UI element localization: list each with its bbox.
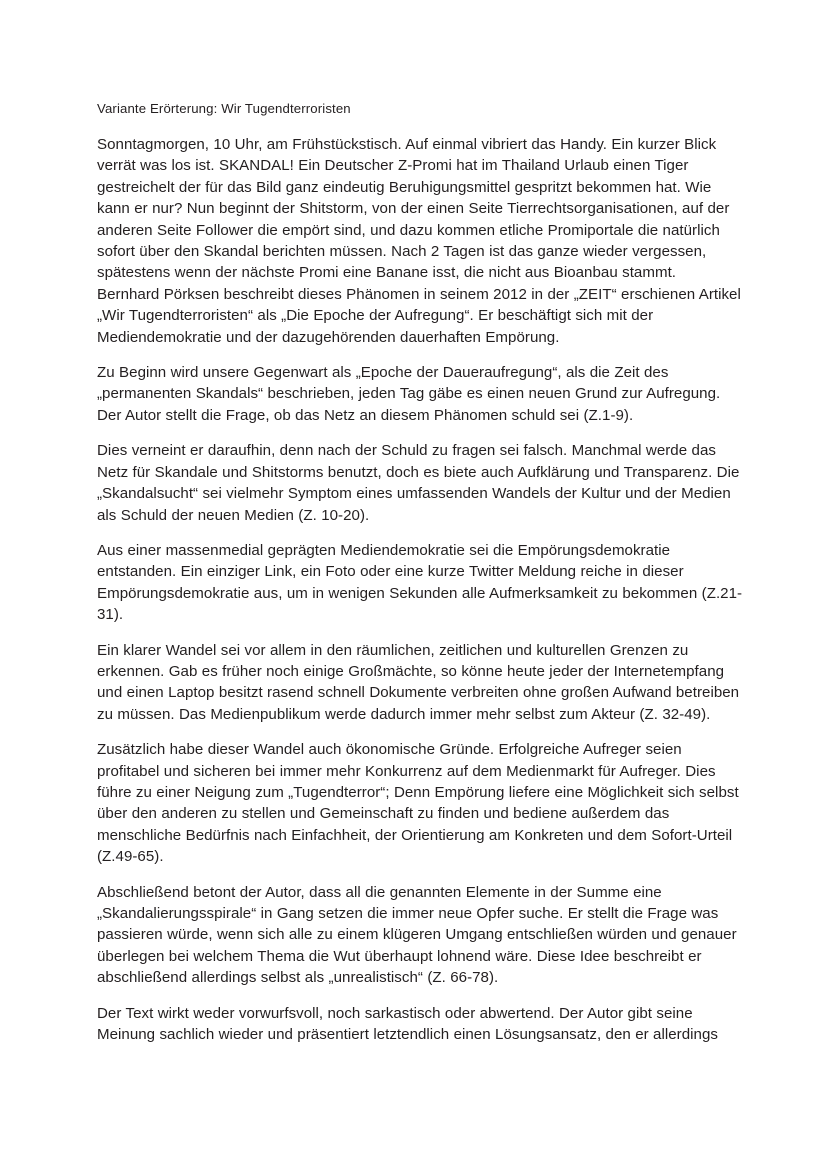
- paragraph-poerksen-article-reference: Bernhard Pörksen beschreibt dieses Phänomen in seinem 2012 in der „ZEIT“ erschienen Artikel „Wir Tugendterroristen“ als „Die Epoche der Aufregung“. Er beschäftigt sich mit der Mediendemokratie und der dazugehörenden dauerhaften Empörung.: [97, 285, 741, 346]
- paragraph-tone-analysis-cutoff: Der Text wirkt weder vorwurfsvoll, noch sarkastisch oder abwertend. Der Autor gibt seine Meinung sachlich wieder und präsentiert letztendlich einen Lösungsansatz, den er allerdings: [97, 1004, 718, 1044]
- paragraph-intro-scandal-scene: Sonntagmorgen, 10 Uhr, am Frühstückstisch. Auf einmal vibriert das Handy. Ein kurzer Blick verrät was los ist. SKANDAL! Ein Deutscher Z-Promi hat im Thailand Urlaub einen Tiger gestreichelt der für das Bild ganz eindeutig Beruhigungsmittel gespritzt bekommen hat. Wie kann er nur? Nun beginnt der Shitstorm, von der einen Seite Tierrechtsorganisationen, auf der anderen Seite Follower die empört sind, und dazu kommen etliche Promiportale die natürlich sofort über den Skandal berichten müssen. Nach 2 Tagen ist das ganze wieder vergessen, spätestens wenn der nächste Promi eine Banane isst, die nicht aus Bioanbau stammt.: [97, 136, 730, 282]
- paragraph-outrage-democracy: Aus einer massenmedial geprägten Mediendemokratie sei die Empörungsdemokratie entstanden. Ein einziger Link, ein Foto oder eine kurze Twitter Meldung reiche in dieser Empörungsdemokratie aus, um in wenigen Sekunden alle Aufmerksamkeit zu bekommen (Z.21-31).: [97, 541, 743, 624]
- paragraph-economic-reasons: Zusätzlich habe dieser Wandel auch ökonomische Gründe. Erfolgreiche Aufreger seien profitabel und sicheren bei immer mehr Konkurrenz auf dem Medienmarkt für Aufreger. Dies führe zu einer Neigung zum „Tugendterror“; Denn Empörung liefere eine Möglichkeit sich selbst über den anderen zu stellen und Gemeinschaft zu finden und bediene außerdem das menschliche Bedürfnis nach Einfachheit, der Orientierung am Konkreten und dem Sofort-Urteil (Z.49-65).: [97, 741, 739, 866]
- document-text-column: [97, 98, 743, 1045]
- paragraph-net-not-to-blame: Dies verneint er daraufhin, denn nach der Schuld zu fragen sei falsch. Manchmal werde das Netz für Skandale und Shitstorms benutzt, doch es biete auch Aufklärung und Transparenz. Die „Skandalsucht“ sei vielmehr Symptom eines umfassenden Wandels der Kultur und der Medien als Schuld der neuen Medien (Z. 10-20).: [97, 442, 740, 524]
- paragraph-epoch-of-permanent-agitation: Zu Beginn wird unsere Gegenwart als „Epoche der Daueraufregung“, als die Zeit des „permanenten Skandals“ beschrieben, jeden Tag gäbe es einen neuen Grund zur Aufregung. Der Autor stellt die Frage, ob das Netz an diesem Phänomen schuld sei (Z.1-9).: [97, 364, 721, 424]
- document-title: Variante Erörterung: Wir Tugendterroristen: [97, 101, 351, 116]
- paragraph-scandalization-spiral-conclusion: Abschließend betont der Autor, dass all die genannten Elemente in der Summe eine „Skandalierungsspirale“ in Gang setzen die immer neue Opfer suche. Er stellt die Frage was passieren würde, wenn sich alle zu einem klügeren Umgang entschließen würden und genauer überlegen bei welchem Thema die Wut überhaupt lohnend wäre. Diese Idee beschreibt er abschließend allerdings selbst als „unrealistisch“ (Z. 66-78).: [97, 883, 737, 987]
- paragraph-shift-in-boundaries: Ein klarer Wandel sei vor allem in den räumlichen, zeitlichen und kulturellen Grenzen zu erkennen. Gab es früher noch einige Großmächte, so könne heute jeder der Internetempfang und einen Laptop besitzt rasend schnell Dokumente verbreiten ohne großen Aufwand betreiben zu müssen. Das Medienpublikum werde dadurch immer mehr selbst zum Akteur (Z. 32-49).: [97, 641, 740, 723]
